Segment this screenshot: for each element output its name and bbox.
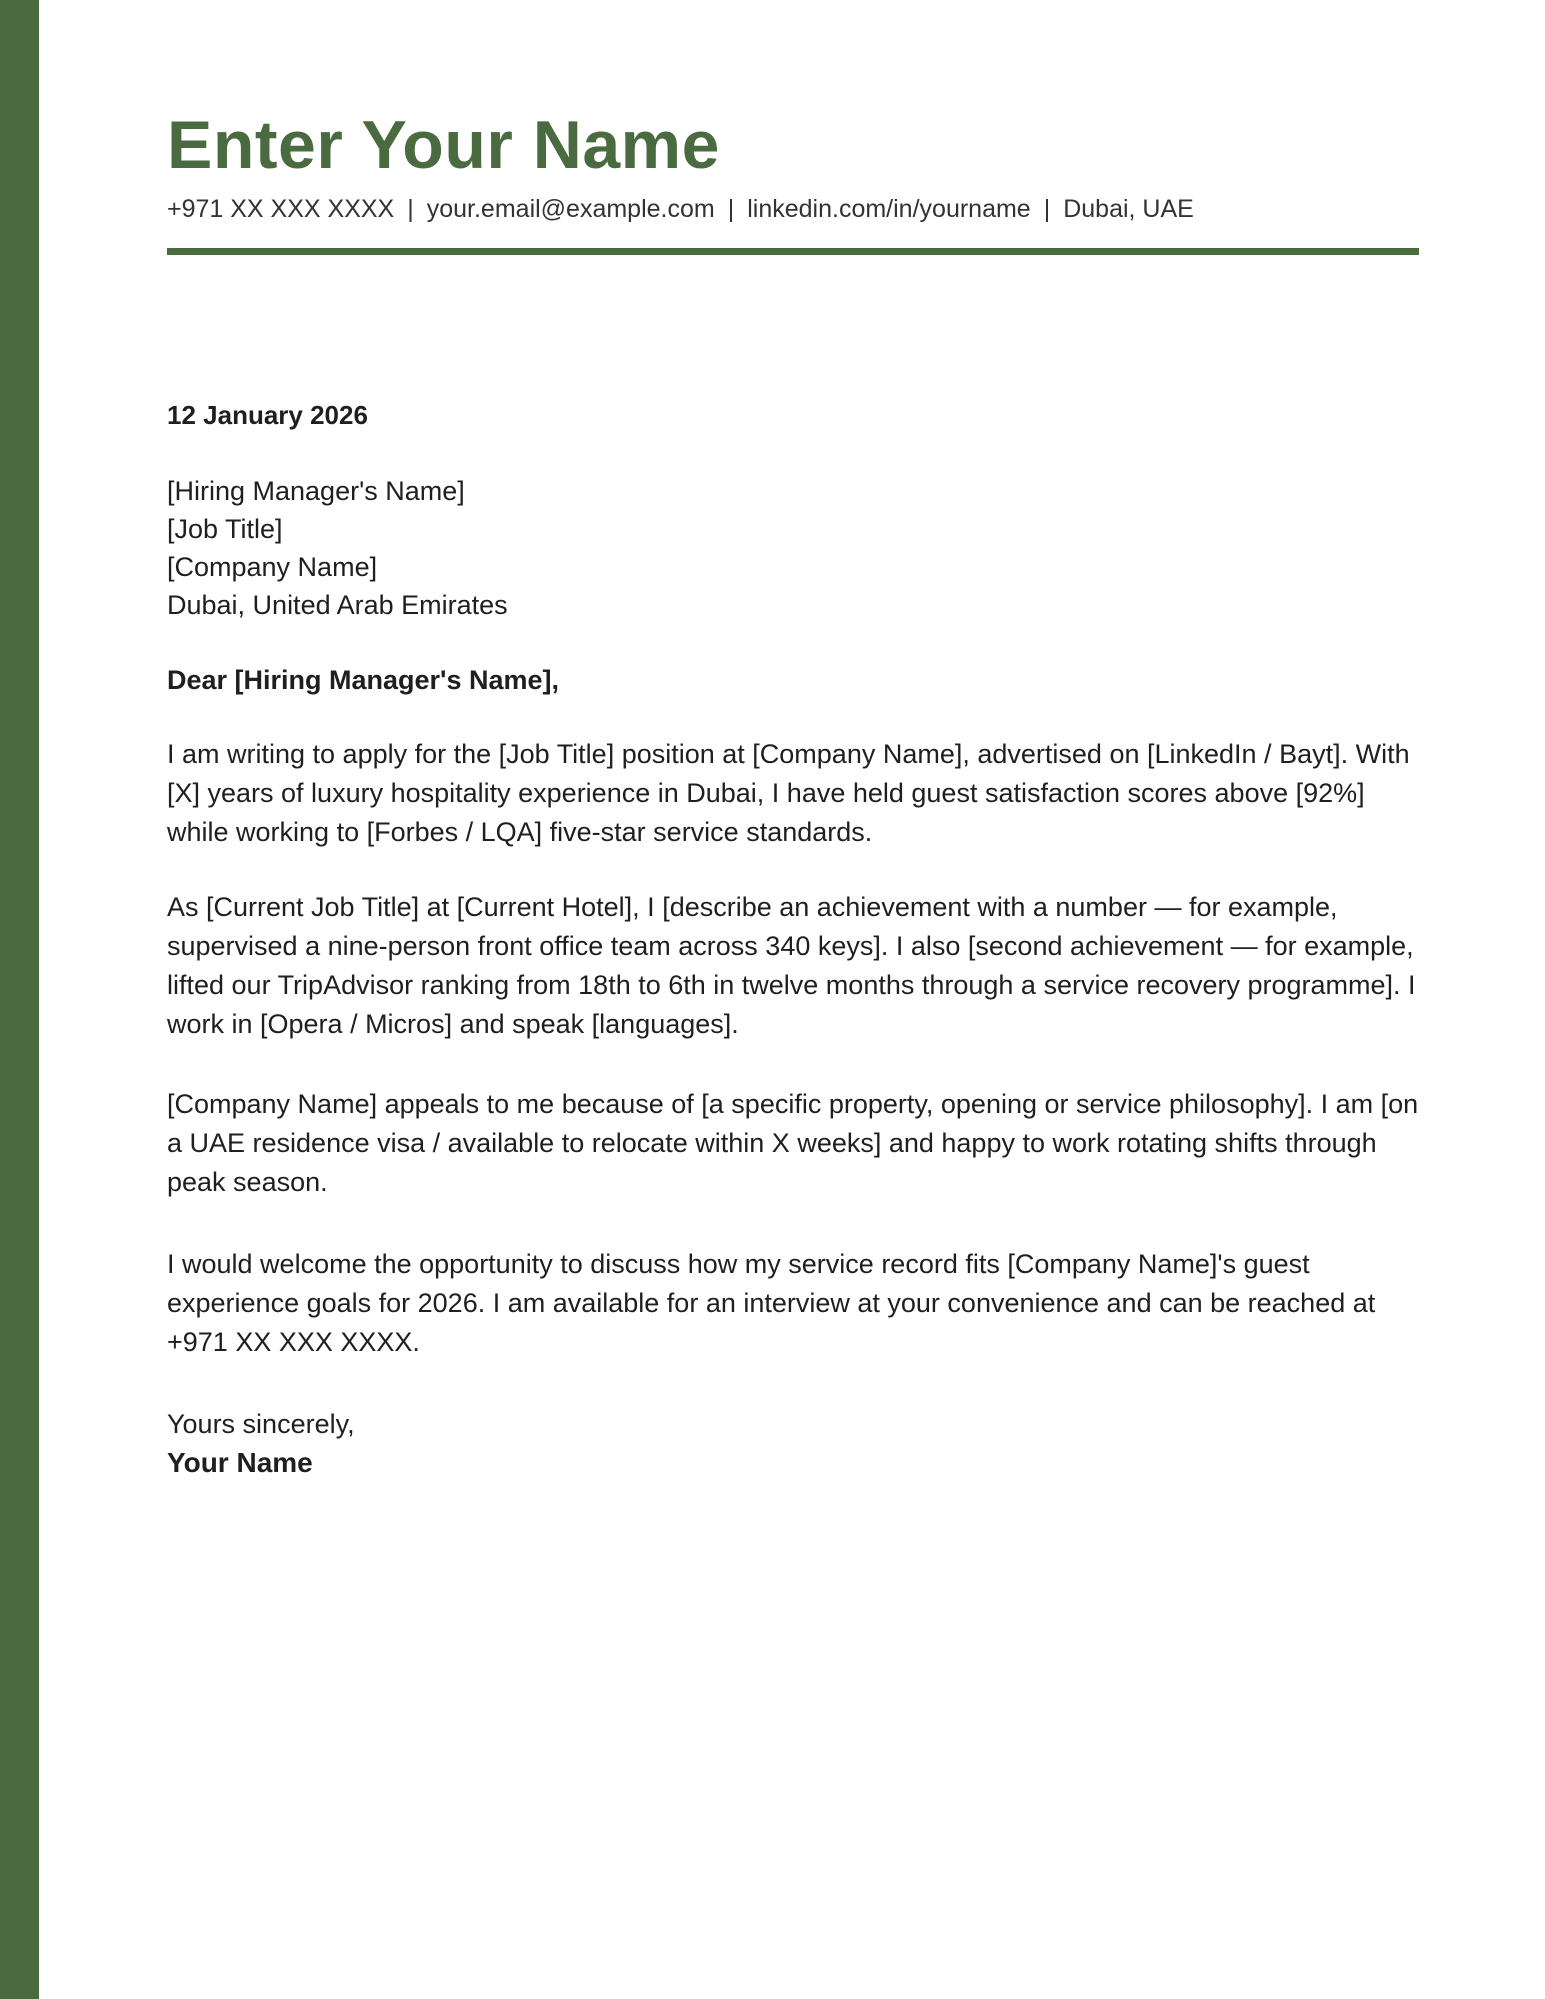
recipient-company: [Company Name] bbox=[167, 552, 378, 582]
contact-phone: +971 XX XXX XXXX bbox=[167, 195, 395, 223]
side-accent-bar bbox=[0, 0, 39, 1999]
closing: Yours sincerely, bbox=[167, 1409, 355, 1439]
contact-location: Dubai, UAE bbox=[1063, 195, 1194, 223]
body-paragraph-1: I am writing to apply for the [Job Title] position at [Company Name], advertised on [LinkedIn / Bayt]. With [X] years of luxury hospitality experience in Dubai, I have held guest satisfaction scores above [92%] while working to [Forbes / LQA] five-star service standards. bbox=[167, 739, 1410, 847]
contact-separator: | bbox=[407, 195, 414, 223]
contact-separator: | bbox=[1043, 195, 1051, 223]
body-paragraph-3: [Company Name] appeals to me because of [a specific property, opening or service philosophy]. I am [on a UAE residence visa / available to relocate within X weeks] and happy to work rotating shifts through peak season. bbox=[167, 1089, 1419, 1197]
recipient-name: [Hiring Manager's Name] bbox=[167, 476, 465, 506]
recipient-job-title: [Job Title] bbox=[167, 514, 283, 544]
signature-name: Your Name bbox=[167, 1447, 313, 1478]
header-divider bbox=[167, 248, 1419, 255]
applicant-name: Enter Your Name bbox=[167, 107, 720, 183]
contact-separator: | bbox=[727, 195, 735, 223]
contact-line bbox=[167, 193, 1194, 225]
contact-email[interactable]: your.email@example.com bbox=[426, 195, 715, 223]
contact-linkedin[interactable]: linkedin.com/in/yourname bbox=[747, 195, 1031, 223]
body-paragraph-4: I would welcome the opportunity to discuss how my service record fits [Company Name]'s guest experience goals for 2026. I am available for an interview at your convenience and can be reached at +971 XX XXX XXXX. bbox=[167, 1249, 1376, 1357]
recipient-block bbox=[167, 472, 508, 624]
recipient-location: Dubai, United Arab Emirates bbox=[167, 590, 508, 620]
body-paragraph-2: As [Current Job Title] at [Current Hotel], I [describe an achievement with a number — for example, supervised a nine-person front office team across 340 keys]. I also [second achievement — for example, lifted our TripAdvisor ranking from 18th to 6th in twelve months through a service recovery programme]. I work in [Opera / Micros] and speak [languages]. bbox=[167, 892, 1416, 1039]
letter-date: 12 January 2026 bbox=[167, 400, 368, 430]
salutation: Dear [Hiring Manager's Name], bbox=[167, 665, 560, 695]
